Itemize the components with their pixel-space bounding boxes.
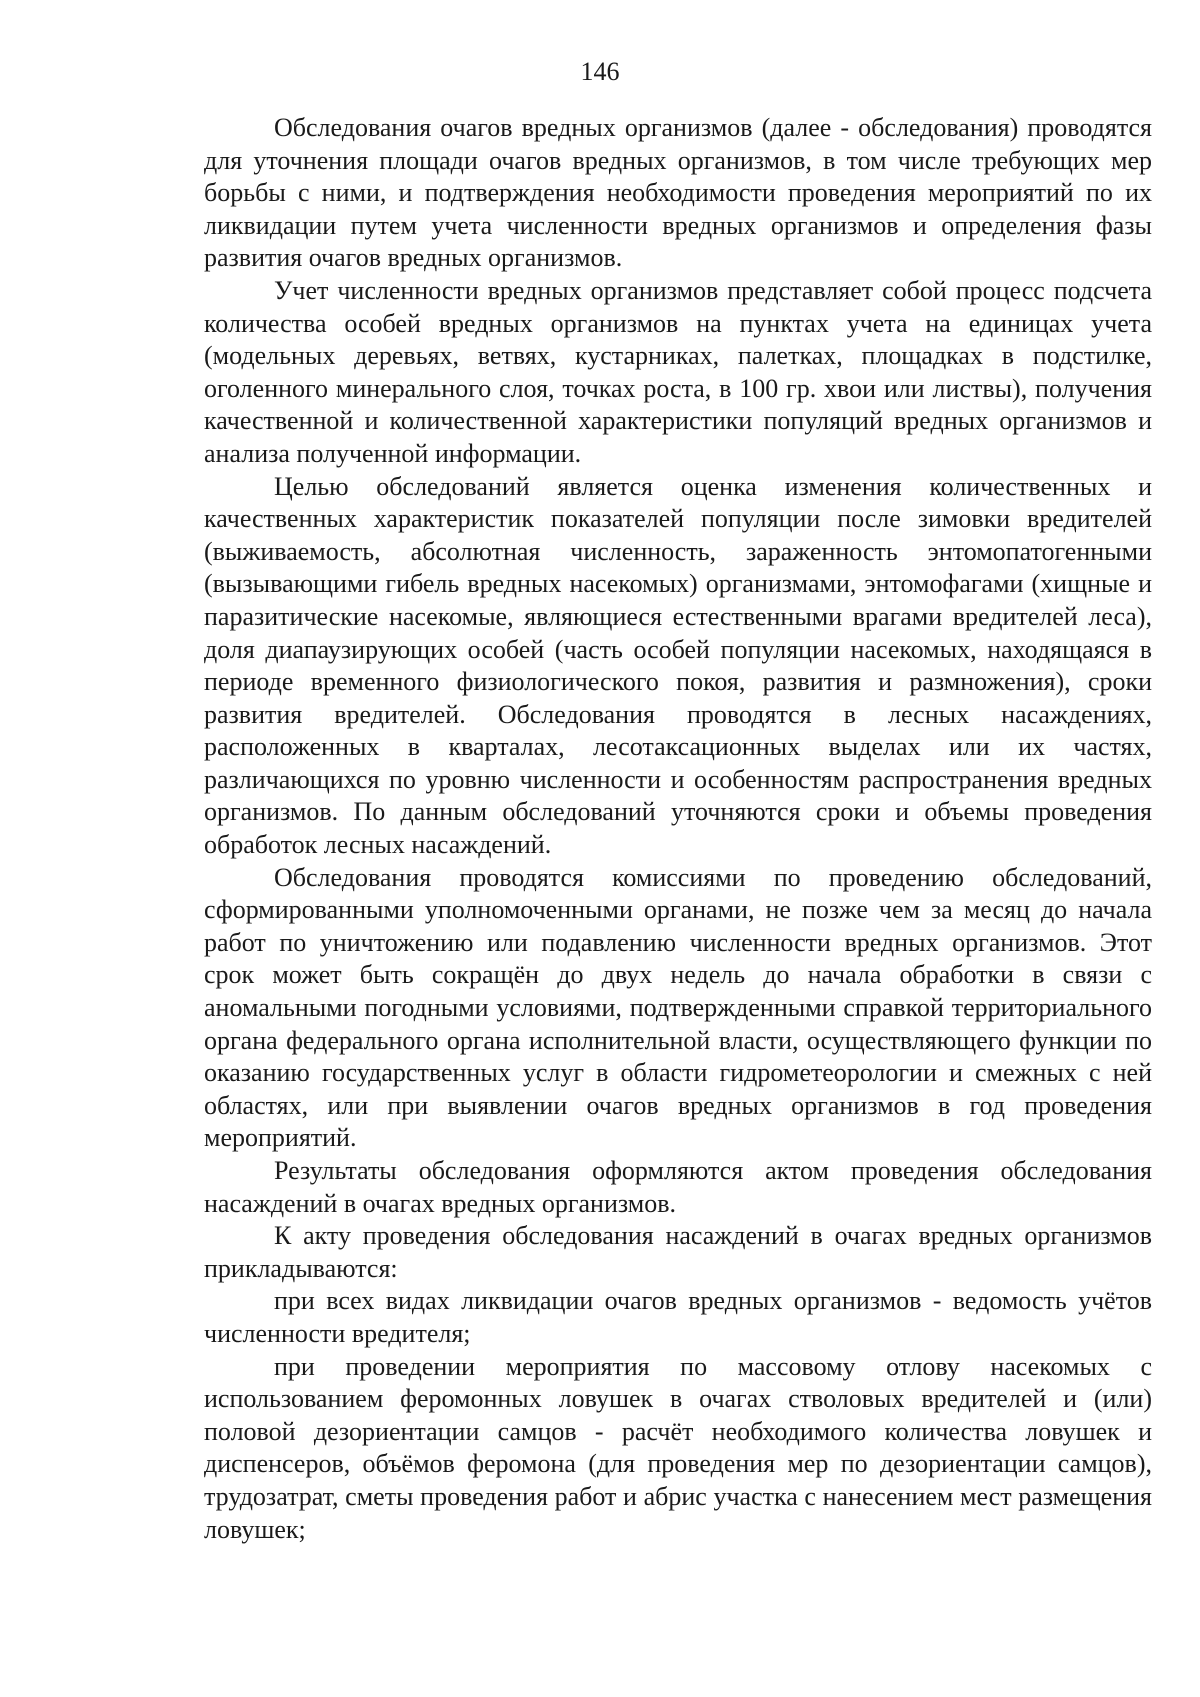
paragraph-survey-results: Результаты обследования оформляются актом проведения обследования насаждений в очагах вредных организмов. bbox=[204, 1156, 1152, 1218]
paragraph-act-attachments: К акту проведения обследования насаждений в очагах вредных организмов прикладываются: bbox=[204, 1221, 1152, 1283]
paragraph-survey-purpose: Целью обследований является оценка изменения количественных и качественных характеристик показателей популяции после зимовки вредителей (выживаемость, абсолютная численность, зараженность энтомопатогенными (вызывающими гибель вредных насекомых) организмами, энтомофагами (хищные и паразитические насекомые, являющиеся естественными врагами вредителей леса), доля диапаузирующих особей (часть особей популяции насекомых, находящаяся в периоде временного физиологического покоя, развития и размножения), сроки развития вредителей. Обследования проводятся в лесных насаждениях, расположенных в кварталах, лесотаксационных выделах или их частях, различающихся по уровню численности и особенностям распространения вредных организмов. По данным обследований уточняются сроки и объемы проведения обработок лесных насаждений. bbox=[204, 471, 1152, 860]
paragraph-survey-definition: Обследования очагов вредных организмов (далее - обследования) проводятся для уточнения площади очагов вредных организмов, в том числе требующих мер борьбы с ними, и подтверждения необходимости проведения мероприятий по их ликвидации путем учета численности вредных организмов и определения фазы развития очагов вредных организмов. bbox=[204, 113, 1152, 273]
paragraph-survey-commissions: Обследования проводятся комиссиями по проведению обследований, сформированными уполномоченными органами, не позже чем за месяц до начала работ по уничтожению или подавлению численности вредных организмов. Этот срок может быть сокращён до двух недель до начала обработки в связи с аномальными погодными условиями, подтвержденными справкой территориального органа федерального органа исполнительной власти, осуществляющего функции по оказанию государственных услуг в области гидрометеорологии и смежных с ней областях, или при выявлении очагов вредных организмов в год проведения мероприятий. bbox=[204, 862, 1152, 1153]
paragraph-attachment-pheromone-traps: при проведении мероприятия по массовому отлову насекомых с использованием феромонных ловушек в очагах стволовых вредителей и (или) половой дезориентации самцов - расчёт необходимого количества ловушек и диспенсеров, объёмов феромона (для проведения мер по дезориентации самцов), трудозатрат, сметы проведения работ и абрис участка с нанесением мест размещения ловушек; bbox=[204, 1351, 1152, 1544]
page-number: 146 bbox=[580, 57, 620, 86]
paragraph-population-count: Учет численности вредных организмов представляет собой процесс подсчета количества особей вредных организмов на пунктах учета на единицах учета (модельных деревьях, ветвях, кустарниках, палетках, площадках в подстилке, оголенного минерального слоя, точках роста, в 100 гр. хвои или листвы), получения качественной и количественной характеристики популяций вредных организмов и анализа полученной информации. bbox=[204, 275, 1152, 468]
paragraph-attachment-pest-count: при всех видах ликвидации очагов вредных организмов - ведомость учётов численности вредителя; bbox=[204, 1286, 1152, 1348]
text-body bbox=[204, 112, 1152, 1546]
